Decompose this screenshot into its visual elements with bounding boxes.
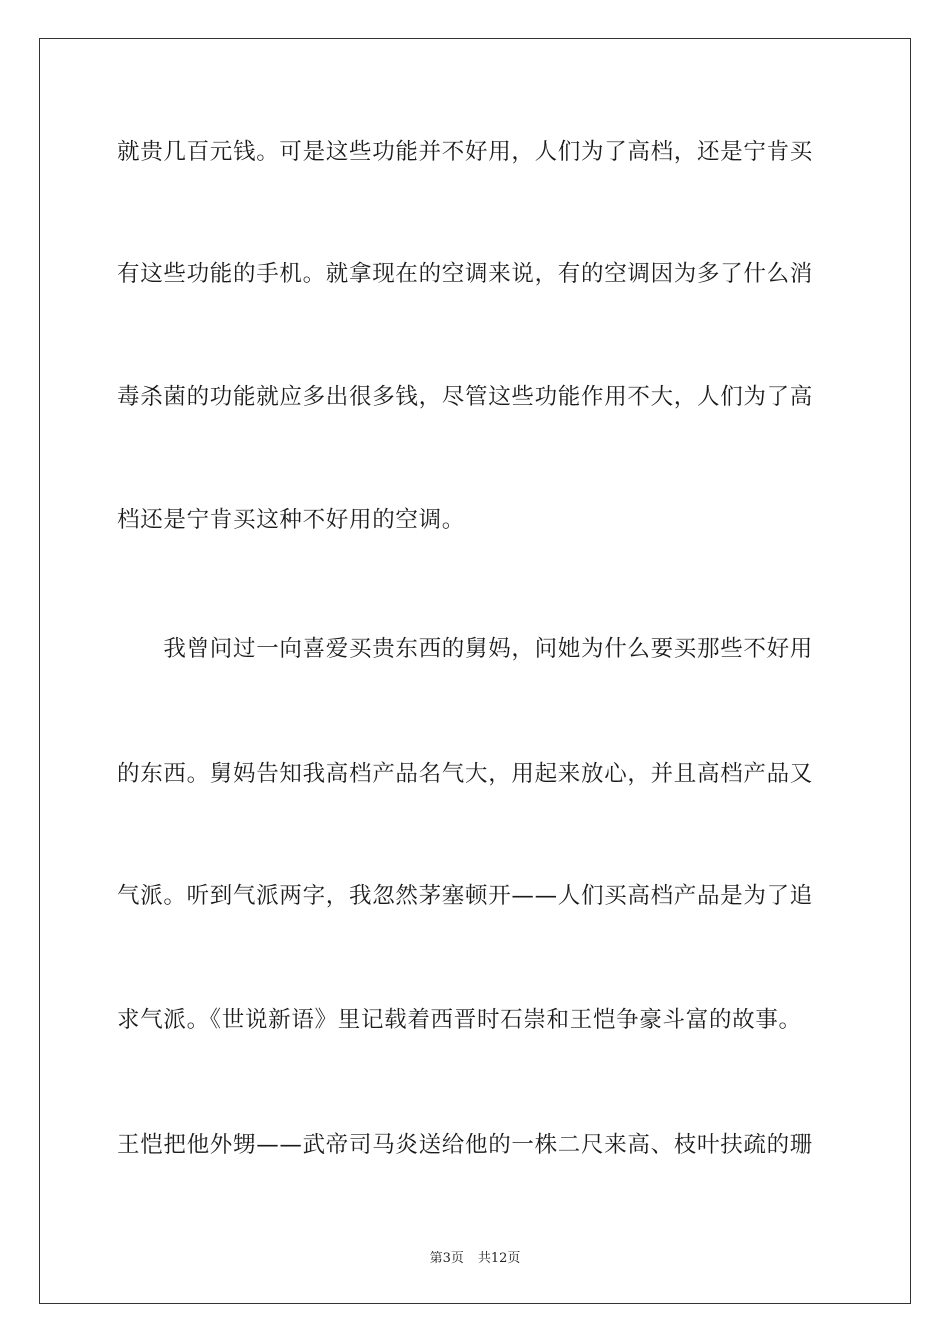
page-footer bbox=[0, 1247, 950, 1266]
page-number: 第3页 bbox=[429, 1251, 464, 1266]
text-line-2: 有这些功能的手机。就拿现在的空调来说，有的空调因为多了什么消 bbox=[117, 261, 814, 287]
text-line-5: 我曾问过一向喜爱买贵东西的舅妈，问她为什么要买那些不好用 bbox=[117, 636, 814, 662]
text-line-1: 就贵几百元钱。可是这些功能并不好用，人们为了高档，还是宁肯买 bbox=[117, 139, 814, 165]
text-line-8: 求气派。《世说新语》里记载着西晋时石崇和王恺争豪斗富的故事。 bbox=[117, 1007, 802, 1033]
text-line-9: 王恺把他外甥——武帝司马炎送给他的一株二尺来高、枝叶扶疏的珊 bbox=[117, 1132, 814, 1158]
text-line-4: 档还是宁肯买这种不好用的空调。 bbox=[117, 507, 466, 533]
page-border bbox=[39, 38, 911, 1304]
text-line-7: 气派。听到气派两字，我忽然茅塞顿开——人们买高档产品是为了追 bbox=[117, 883, 814, 909]
page-total: 共12页 bbox=[477, 1251, 521, 1266]
text-line-6: 的东西。舅妈告知我高档产品名气大，用起来放心，并且高档产品又 bbox=[117, 761, 814, 787]
text-line-3: 毒杀菌的功能就应多出很多钱，尽管这些功能作用不大，人们为了高 bbox=[117, 384, 814, 410]
